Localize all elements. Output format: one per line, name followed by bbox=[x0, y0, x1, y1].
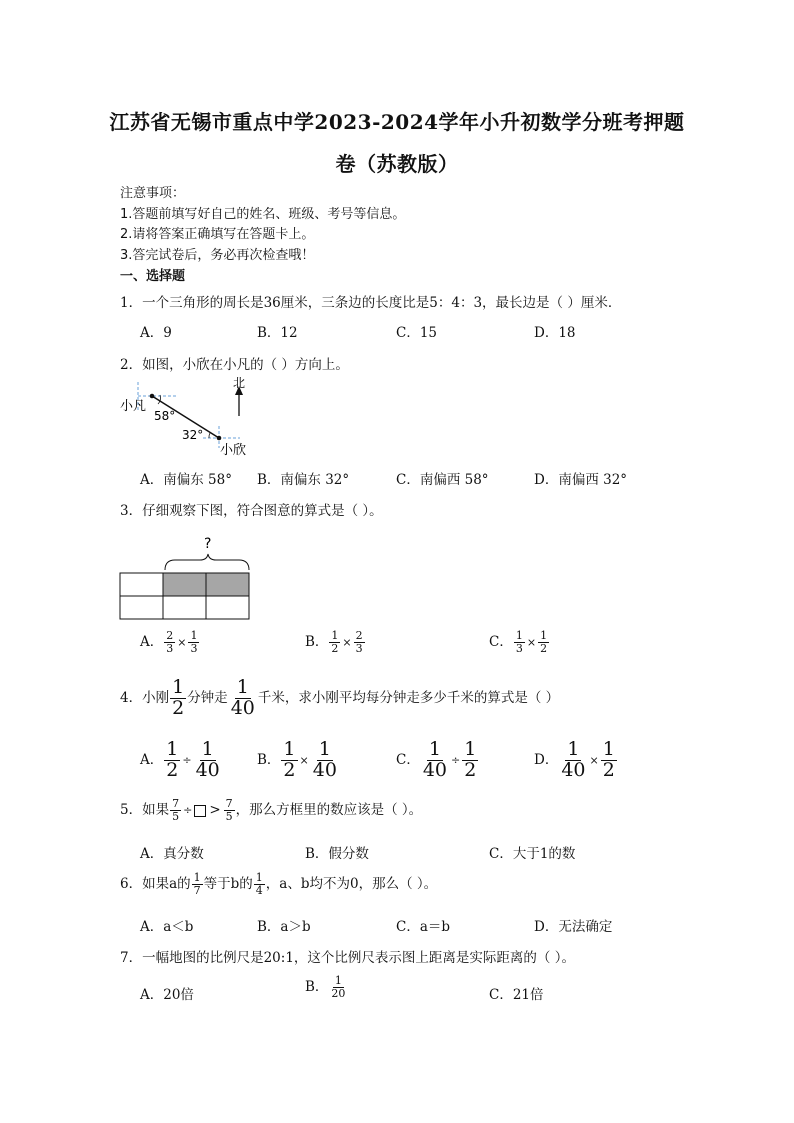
angle-arc bbox=[209, 433, 210, 438]
brace-question-mark: ? bbox=[204, 536, 212, 552]
fraction: $\frac{7}{5}$ bbox=[172, 797, 180, 823]
fraction: $\frac{1}{2}$ bbox=[283, 738, 296, 781]
option-label: C． bbox=[489, 634, 513, 650]
q7-option-b[interactable] bbox=[305, 975, 348, 1000]
option-label: A． bbox=[140, 634, 164, 650]
page-title-line2: 卷（苏教版） bbox=[335, 152, 459, 176]
q4-option-d[interactable] bbox=[534, 740, 618, 781]
q6-option-d[interactable]: D．无法确定 bbox=[534, 919, 613, 935]
operator: × bbox=[299, 753, 309, 767]
q4-option-b[interactable] bbox=[257, 740, 340, 781]
question-1: 1．一个三角形的周长是36厘米，三条边的长度比是5：4：3，最长边是（ ）厘米． bbox=[120, 295, 622, 311]
question-3: 3．仔细观察下图，符合图意的算式是（ ）。 bbox=[120, 503, 383, 519]
question-2: 2．如图，小欣在小凡的（ ）方向上。 bbox=[120, 357, 349, 373]
option-label: B． bbox=[305, 634, 329, 650]
note-item: 1.答题前填写好自己的姓名、班级、考号等信息。 bbox=[120, 207, 406, 222]
q4-option-a[interactable] bbox=[140, 740, 223, 781]
q1-option-d[interactable]: D．18 bbox=[534, 325, 576, 341]
angle-32-label: 32° bbox=[182, 428, 204, 442]
q7-option-a[interactable]: A．20倍 bbox=[140, 987, 194, 1003]
direction-diagram bbox=[118, 376, 268, 458]
fraction: $\frac{2}{3}$ bbox=[355, 629, 363, 655]
q1-option-b[interactable]: B．12 bbox=[257, 325, 298, 341]
option-label: C． bbox=[396, 751, 420, 768]
q4-option-c[interactable] bbox=[396, 740, 479, 781]
option-label: A． bbox=[140, 751, 164, 768]
operator: ÷ bbox=[182, 753, 192, 767]
fraction: $\frac{1}{40}$ bbox=[312, 738, 337, 781]
operator: × bbox=[177, 636, 187, 649]
xiaoxin-point bbox=[217, 436, 222, 441]
fraction: $\frac{1}{40}$ bbox=[230, 676, 255, 719]
operator: ÷ bbox=[451, 753, 461, 767]
fraction: $\frac{1}{2}$ bbox=[166, 738, 179, 781]
q1-option-c[interactable]: C．15 bbox=[396, 325, 438, 341]
fraction: $\frac{1}{3}$ bbox=[515, 629, 523, 655]
answer-box bbox=[194, 805, 206, 817]
q3-option-a[interactable] bbox=[140, 630, 200, 655]
q2-option-c[interactable]: C．南偏西 58° bbox=[396, 472, 489, 488]
xiaofan-point bbox=[150, 394, 155, 399]
fraction: $\frac{1}{7}$ bbox=[193, 871, 201, 897]
page-title-line1: 江苏省无锡市重点中学2023-2024学年小升初数学分班考押题 bbox=[109, 110, 685, 134]
fraction: $\frac{1}{2}$ bbox=[331, 629, 339, 655]
section-title: 一、选择题 bbox=[120, 269, 186, 284]
q5-option-a[interactable]: A．真分数 bbox=[140, 846, 204, 862]
q2-option-a[interactable]: A．南偏东 58° bbox=[140, 472, 232, 488]
fraction: $\frac{1}{40}$ bbox=[195, 738, 220, 781]
note-item: 3.答完试卷后，务必再次检查哦！ bbox=[120, 248, 315, 263]
question-5: 5．如果 $\frac{7}{5}$ ÷ > $\frac{7}{5}$ ，那么方框里的数应该是（ ）。 bbox=[120, 797, 423, 823]
angle-58-label: 58° bbox=[154, 409, 176, 423]
fraction: $\frac{1}{2}$ bbox=[464, 738, 477, 781]
north-label: 北 bbox=[233, 376, 246, 390]
xiaoxin-label: 小欣 bbox=[220, 443, 247, 458]
operator: × bbox=[526, 636, 537, 649]
q5-option-c[interactable]: C．大于1的数 bbox=[489, 846, 576, 862]
operator: × bbox=[589, 753, 599, 767]
q5-option-b[interactable]: B．假分数 bbox=[305, 846, 369, 862]
option-label: B． bbox=[305, 979, 329, 995]
fraction-grid-figure bbox=[118, 530, 253, 622]
option-label: B． bbox=[257, 751, 281, 768]
fraction: $\frac{1}{40}$ bbox=[422, 738, 448, 781]
question-4: 4．小刚 $\frac{1}{2}$ 分钟走 $\frac{1}{40}$ 千米，求小刚平均每分钟走多少千米的算式是（ ） bbox=[120, 676, 560, 719]
q6-option-b[interactable]: B．a＞b bbox=[257, 919, 311, 935]
fraction: $\frac{1}{4}$ bbox=[255, 871, 263, 897]
fraction: $\frac{1}{2}$ bbox=[172, 676, 185, 719]
fraction: $\frac{1}{40}$ bbox=[561, 738, 586, 781]
xiaofan-label: 小凡 bbox=[120, 399, 147, 414]
q6-option-c[interactable]: C．a＝b bbox=[396, 919, 451, 935]
question-6: 6．如果a的 $\frac{1}{7}$ 等于b的 $\frac{1}{4}$ ，a、b均不为0，那么（ ）。 bbox=[120, 871, 438, 897]
q6-option-a[interactable]: A．a＜b bbox=[140, 919, 194, 935]
notes-heading: 注意事项： bbox=[120, 186, 186, 201]
q3-option-c[interactable] bbox=[489, 630, 550, 655]
fraction: $\frac{7}{5}$ bbox=[225, 797, 233, 823]
operator: × bbox=[342, 636, 352, 649]
shaded-cell bbox=[163, 573, 206, 596]
option-label: D． bbox=[534, 751, 559, 768]
fraction: $\frac{1}{20}$ bbox=[331, 974, 346, 1000]
fraction: $\frac{1}{2}$ bbox=[540, 629, 548, 655]
shaded-cell bbox=[206, 573, 249, 596]
q7-option-c[interactable]: C．21倍 bbox=[489, 987, 544, 1003]
fraction: $\frac{2}{3}$ bbox=[166, 629, 174, 655]
fraction: $\frac{1}{3}$ bbox=[190, 629, 198, 655]
note-item: 2.请将答案正确填写在答题卡上。 bbox=[120, 227, 315, 242]
q1-option-a[interactable]: A．9 bbox=[140, 325, 172, 341]
q3-option-b[interactable] bbox=[305, 630, 366, 655]
fraction: $\frac{1}{2}$ bbox=[602, 738, 615, 781]
q2-option-b[interactable]: B．南偏东 32° bbox=[257, 472, 350, 488]
q2-option-d[interactable]: D．南偏西 32° bbox=[534, 472, 628, 488]
brace bbox=[165, 554, 249, 570]
question-7: 7．一幅地图的比例尺是20:1，这个比例尺表示图上距离是实际距离的（ ）。 bbox=[120, 950, 575, 966]
